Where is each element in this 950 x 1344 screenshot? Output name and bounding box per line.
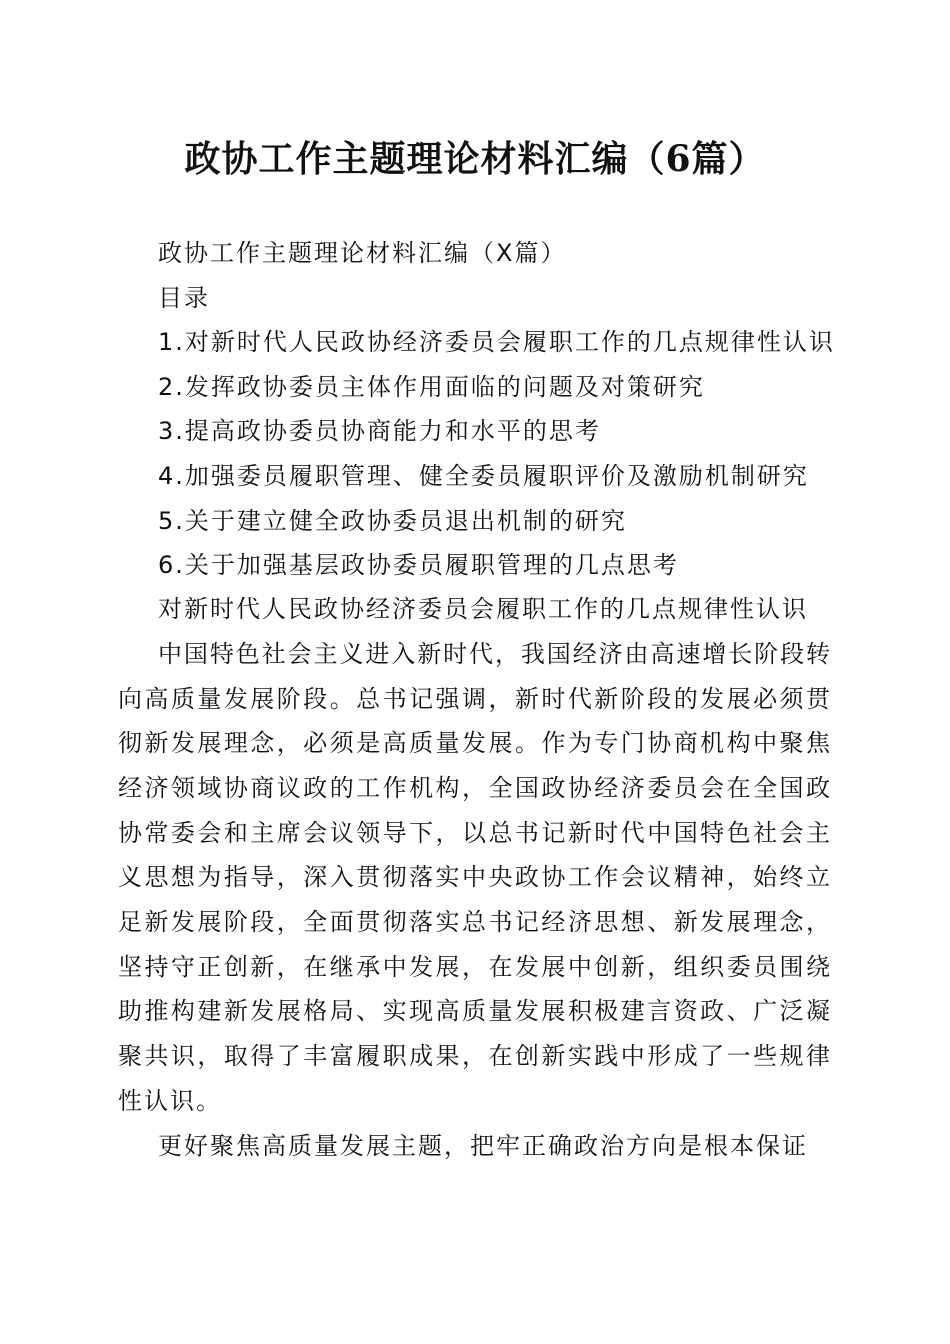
section-heading: 对新时代人民政协经济委员会履职工作的几点规律性认识 [158,595,808,623]
toc-item: 3.提高政协委员协商能力和水平的思考 [158,417,601,445]
toc-item: 5.关于建立健全政协委员退出机制的研究 [158,507,627,535]
paragraph-line: 协常委会和主席会议领导下，以总书记新时代中国特色社会主 [118,819,830,847]
paragraph-line: 聚共识，取得了丰富履职成果，在创新实践中形成了一些规律 [118,1042,830,1070]
toc-item: 2.发挥政协委员主体作用面临的问题及对策研究 [158,373,705,401]
paragraph-line: 彻新发展理念，必须是高质量发展。作为专门协商机构中聚焦 [118,729,830,757]
paragraph-line: 义思想为指导，深入贯彻落实中央政协工作会议精神，始终立 [118,863,830,891]
paragraph-line: 助推构建新发展格局、实现高质量发展积极建言资政、广泛凝 [118,997,830,1025]
document-title: 政协工作主题理论材料汇编（6篇） [184,138,766,180]
document-subtitle: 政协工作主题理论材料汇编（X篇） [158,239,567,267]
toc-item: 6.关于加强基层政协委员履职管理的几点思考 [158,551,679,579]
paragraph-line: 坚持守正创新，在继承中发展，在发展中创新，组织委员围绕 [118,953,830,981]
toc-item: 4.加强委员履职管理、健全委员履职评价及激励机制研究 [158,462,809,490]
paragraph-line: 中国特色社会主义进入新时代，我国经济由高速增长阶段转 [158,640,830,668]
paragraph-line: 更好聚焦高质量发展主题，把牢正确政治方向是根本保证 [158,1132,808,1160]
paragraph-line: 性认识。 [118,1087,222,1115]
toc-heading: 目录 [158,284,210,312]
paragraph-line: 经济领域协商议政的工作机构，全国政协经济委员会在全国政 [118,774,830,802]
paragraph-line: 向高质量发展阶段。总书记强调，新时代新阶段的发展必须贯 [118,685,830,713]
paragraph-line: 足新发展阶段，全面贯彻落实总书记经济思想、新发展理念， [118,908,830,936]
toc-item: 1.对新时代人民政协经济委员会履职工作的几点规律性认识 [158,328,835,356]
